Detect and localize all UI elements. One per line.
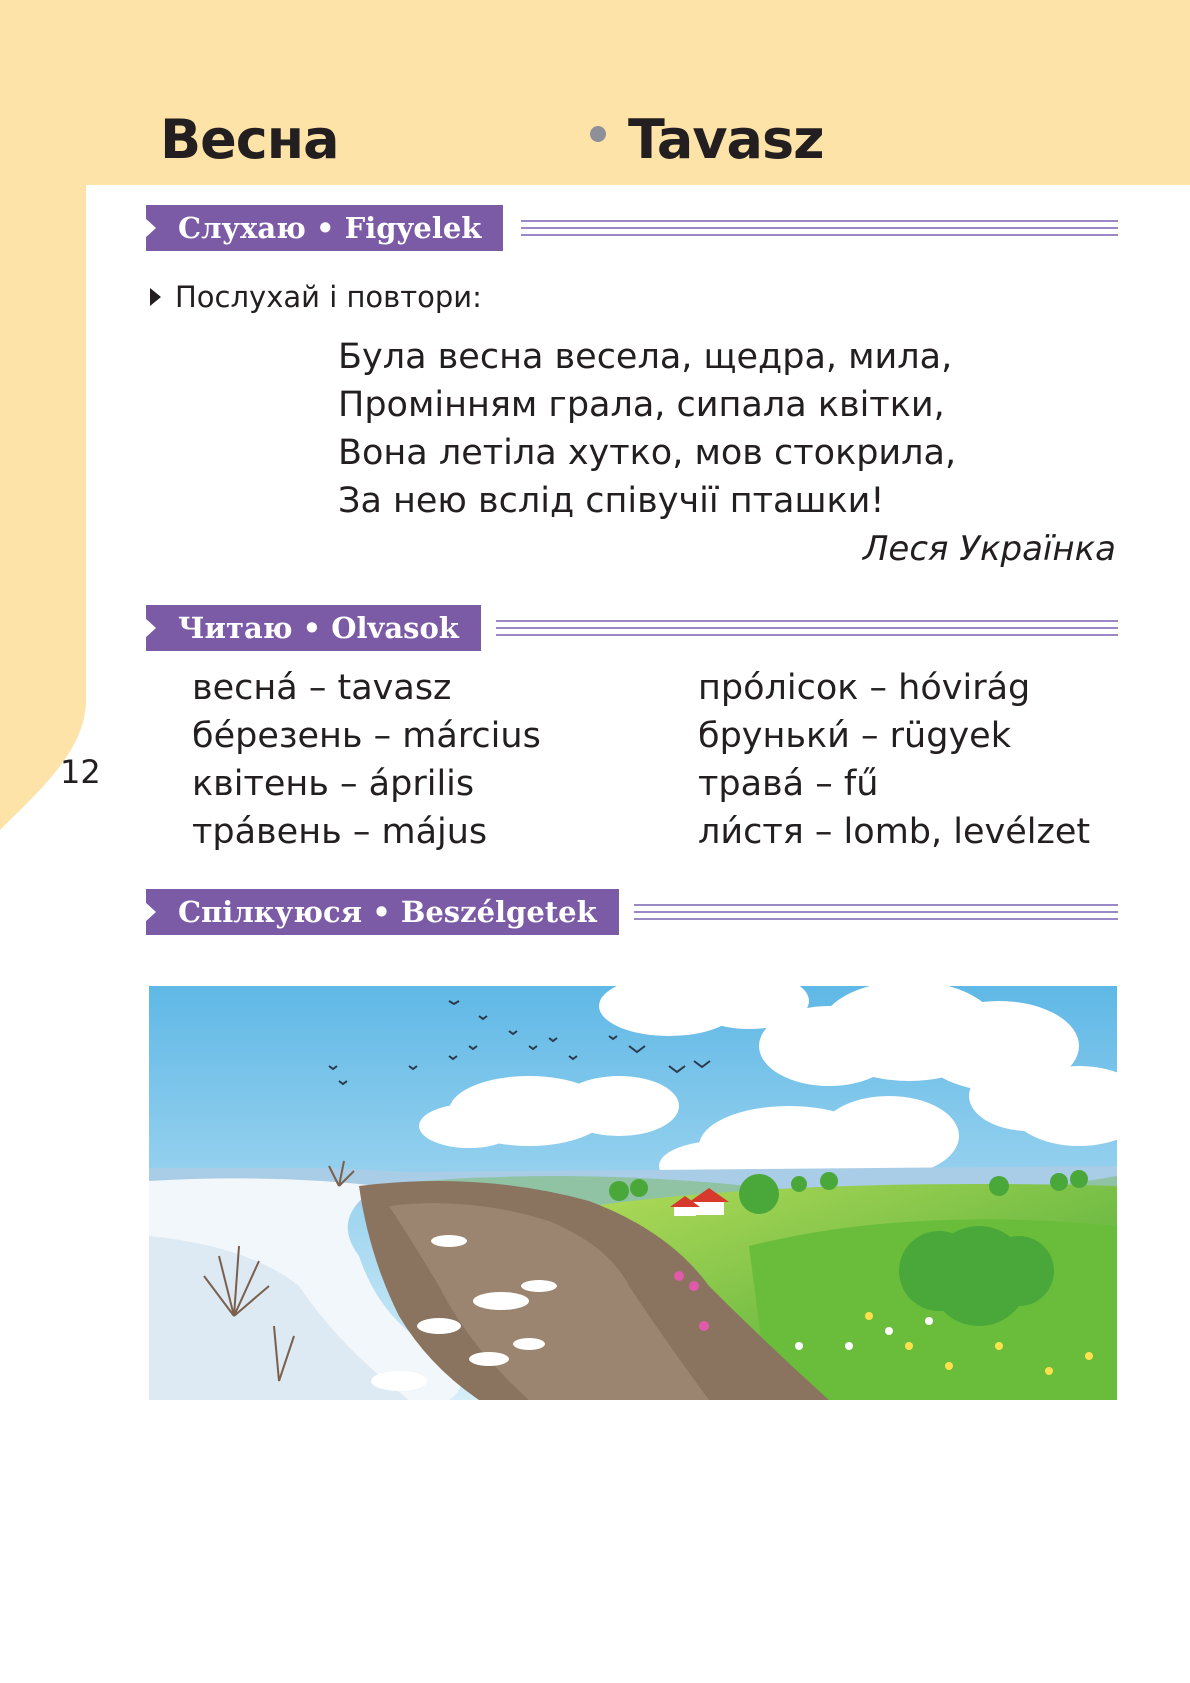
section-talk-rule — [634, 904, 1118, 920]
vocab-item: бруньки́ – rügyek — [698, 716, 1011, 756]
vocab-item: ли́стя – lomb, levélzet — [698, 812, 1091, 852]
page-title-ukrainian: Весна — [160, 108, 339, 171]
poem-line: За нею вслід співучії пташки! — [338, 481, 885, 521]
page-number: 12 — [60, 753, 101, 791]
vocab-item: тра́вень – május — [192, 812, 488, 852]
tag-notch-icon — [145, 218, 156, 238]
section-talk — [146, 889, 619, 935]
section-read — [146, 605, 481, 651]
vocab-item: квітень – április — [192, 764, 475, 804]
section-read-label: Читаю • Olvasok — [178, 611, 459, 645]
listen-instruction-text: Послухай і повтори: — [175, 280, 482, 314]
section-listen-label: Слухаю • Figyelek — [178, 211, 482, 245]
play-triangle-icon — [150, 288, 161, 306]
poem-line: Була весна весела, щедра, мила, — [338, 337, 953, 377]
vocab-item: про́лісок – hóvirág — [698, 668, 1031, 708]
section-read-tag — [146, 605, 481, 651]
tag-notch-icon — [145, 902, 156, 922]
section-listen-rule — [521, 220, 1118, 236]
vocab-item: трава́ – fű — [698, 764, 879, 804]
tag-notch-icon — [145, 618, 156, 638]
vocabulary-right-column — [698, 664, 1090, 856]
page-title-hungarian: Tavasz — [628, 108, 824, 171]
poem — [338, 333, 956, 525]
poem-line: Вона летіла хутко, мов стокрила, — [338, 433, 957, 473]
vocabulary-left-column — [192, 664, 541, 856]
spring-landscape-illustration — [149, 986, 1117, 1400]
section-listen-tag — [146, 205, 503, 251]
section-read-rule — [496, 620, 1118, 636]
vocab-item: весна́ – tavasz — [192, 668, 452, 708]
listen-instruction — [150, 280, 482, 314]
title-separator-dot — [590, 126, 606, 142]
vocab-item: бе́резень – március — [192, 716, 541, 756]
section-talk-label: Спілкуюся • Beszélgetek — [178, 895, 597, 929]
poem-line: Промінням грала, сипала квітки, — [338, 385, 945, 425]
section-listen — [146, 205, 503, 251]
poem-author: Леся Українка — [862, 529, 1116, 569]
section-talk-tag — [146, 889, 619, 935]
